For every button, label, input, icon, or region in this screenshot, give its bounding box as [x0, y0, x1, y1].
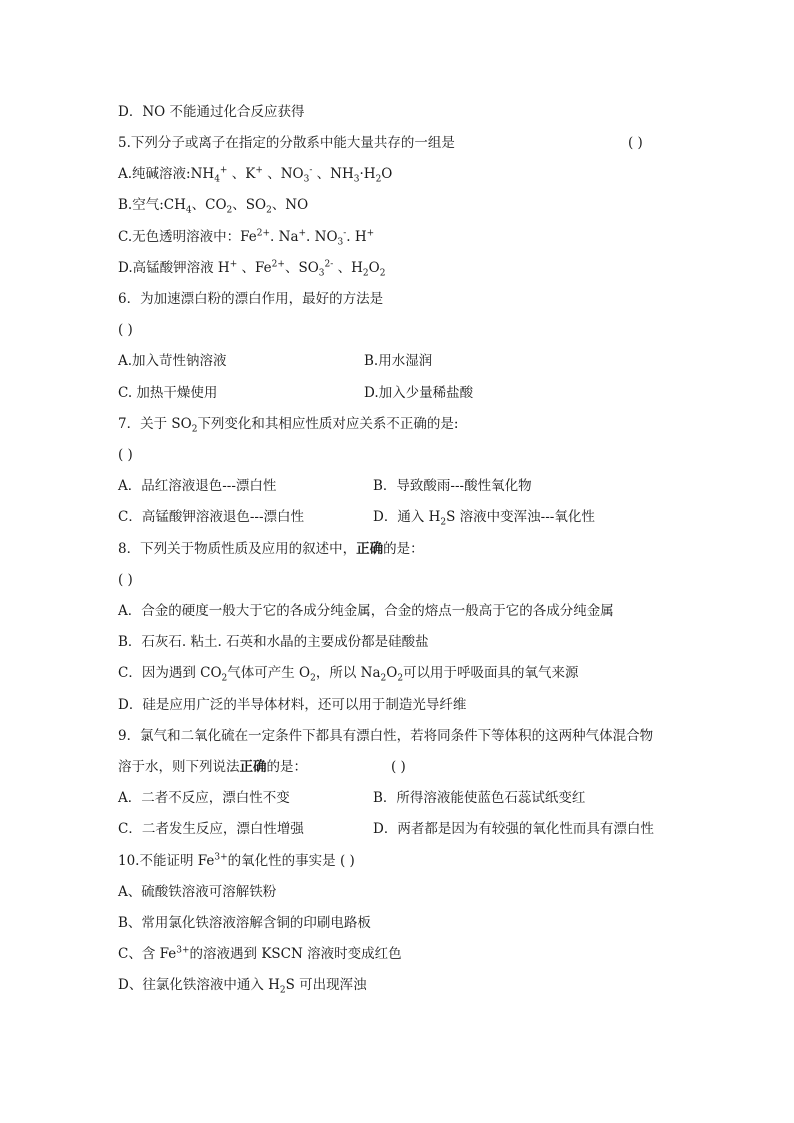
- q7-option-d: D．通入 $H_2S$ 溶液中变浑浊---氧化性: [373, 509, 595, 528]
- q9-option-c: C．二者发生反应，漂白性增强: [118, 821, 304, 837]
- q9-option-d: D．两者都是因为有较强的氧化性而具有漂白性: [373, 821, 654, 837]
- q6-option-d: D.加入少量稀盐酸: [364, 385, 474, 401]
- q7-answer-paren: ( ): [118, 447, 133, 463]
- q8-option-d: D．硅是应用广泛的半导体材料，还可以用于制造光导纤维: [118, 697, 467, 713]
- q10-option-b: B、常用氯化铁溶液溶解含铜的印刷电路板: [118, 915, 371, 931]
- q6-option-a: A.加入苛性钠溶液: [118, 353, 227, 369]
- q9-stem-line2: 溶于水，则下列说法正确的是： ( ): [118, 759, 406, 775]
- q7-stem: 7．关于 $SO_2$下列变化和其相应性质对应关系不正确的是:: [118, 416, 459, 435]
- q9-options-ab: [118, 789, 678, 807]
- q9-stem-line1: 9．氯气和二氧化硫在一定条件下都具有漂白性，若将同条件下等体积的这两种气体混合物: [118, 728, 654, 744]
- q5-option-d: D.高锰酸钾溶液 H+ 、$Fe^{2+}$、$SO_3^{2-}$ 、$H_2O_2$: [118, 259, 386, 279]
- q8-option-c: C．因为遇到 $CO_2$气体可产生 $O_2$，所以 $Na_2O_2$可以用于呼吸面具的氧气来源: [118, 665, 579, 684]
- q7-option-b: B．导致酸雨---酸性氧化物: [373, 478, 532, 494]
- q6-option-c: C. 加热干燥使用: [118, 385, 218, 401]
- q8-stem: 8．下列关于物质性质及应用的叙述中，正确的是：: [118, 541, 424, 557]
- q10-stem: 10.不能证明 $Fe^{3+}$的氧化性的事实是 ( ): [118, 852, 355, 869]
- q9-option-a: A．二者不反应，漂白性不变: [118, 790, 290, 806]
- q8-answer-paren: ( ): [118, 572, 133, 588]
- q8-option-b: B．石灰石. 粘土. 石英和水晶的主要成份都是硅酸盐: [118, 634, 429, 650]
- q9-option-b: B．所得溶液能使蓝色石蕊试纸变红: [373, 790, 586, 806]
- q7-options-cd: [118, 508, 678, 526]
- q5-answer-paren: ( ): [628, 135, 643, 151]
- q6-answer-paren: ( ): [118, 322, 133, 338]
- q5-option-c: C.无色透明溶液中：$Fe^{2+}$. Na+. $NO_3^-$. H+: [118, 228, 375, 248]
- q5-stem: 5.下列分子或离子在指定的分散系中能大量共存的一组是 ( ): [118, 135, 643, 151]
- q4-option-d: D．NO 不能通过化合反应获得: [118, 104, 305, 120]
- q5-option-a: A.纯碱溶液$:NH_4^+$ 、K+ 、$NO_3^-$ 、$NH_3\cdot H_2O$: [118, 165, 393, 185]
- q6-options-cd: [118, 384, 618, 402]
- q6-option-b: B.用水湿润: [364, 353, 433, 369]
- q10-option-d: D、往氯化铁溶液中通入 $H_2S$ 可出现浑浊: [118, 977, 367, 996]
- q7-options-ab: [118, 477, 678, 495]
- q9-options-cd: [118, 820, 678, 838]
- q9-answer-paren: ( ): [391, 759, 406, 775]
- q6-options-ab: [118, 352, 618, 370]
- q7-option-a: A．品红溶液退色---漂白性: [118, 478, 277, 494]
- q10-option-c: C、含 $Fe^{3+}$的溶液遇到 KSCN 溶液时变成红色: [118, 945, 402, 962]
- q7-option-c: C．高锰酸钾溶液退色---漂白性: [118, 509, 305, 525]
- q5-option-b: B.空气$:CH_4$、$CO_2$、$SO_2$、NO: [118, 197, 309, 216]
- q8-option-a: A．合金的硬度一般大于它的各成分纯金属，合金的熔点一般高于它的各成分纯金属: [118, 603, 614, 619]
- q6-stem: 6．为加速漂白粉的漂白作用，最好的方法是: [118, 291, 384, 307]
- q10-option-a: A、硫酸铁溶液可溶解铁粉: [118, 884, 277, 900]
